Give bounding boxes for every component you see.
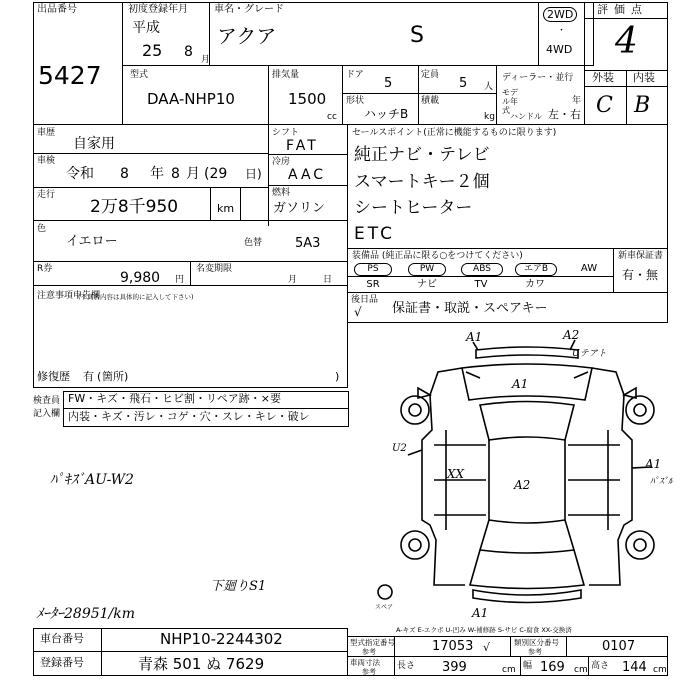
year-unit: 年	[572, 96, 582, 106]
drive-2wd: 2WD	[543, 7, 577, 22]
drive-4wd: 4WD	[546, 43, 573, 56]
equipment-label: 装備品 (純正品に限る○をつけてください)	[352, 251, 523, 261]
repair-label: 修復歴	[37, 370, 70, 383]
dims-ref: 参考	[362, 668, 376, 676]
accessories-mark: √	[354, 305, 362, 319]
mark-front-left: A1	[466, 330, 483, 344]
under-note: 下廻りS1	[210, 579, 267, 594]
warranty: 有・無	[622, 268, 659, 282]
inspection-label: 車検	[37, 156, 56, 166]
inspection-era: 令和	[66, 166, 94, 182]
repair-value: 有	[83, 370, 94, 383]
mark-right-side: A1	[645, 457, 662, 471]
model: DAA-NHP10	[147, 90, 235, 108]
load-label: 積載	[421, 96, 440, 106]
dims-label: 車両寸法	[350, 658, 380, 667]
car-name: アクア	[217, 24, 277, 48]
color-label: 色	[37, 224, 47, 234]
repair-unit: 箇所)	[102, 370, 129, 383]
length-unit: cm	[502, 665, 516, 675]
cc-unit: cc	[327, 112, 337, 122]
sales-point-4: ETC	[354, 224, 395, 244]
handwritten-note: ﾊﾟｷｽﾞAU-W2	[50, 472, 134, 488]
reg-year: 25	[142, 41, 163, 60]
interior-label: 内装	[633, 71, 655, 84]
yen-unit: 円	[175, 275, 185, 285]
model-designation-ref: 参考	[362, 648, 376, 656]
fuel: ガソリン	[273, 201, 326, 216]
equip-tv: TV	[474, 279, 488, 290]
use: 自家用	[73, 136, 115, 152]
inspector-label-1: 検査員	[33, 396, 61, 406]
inspector-label-2: 記入欄	[33, 409, 61, 419]
mark-front-right: A2	[563, 328, 580, 342]
use-label: 車歴	[37, 128, 56, 138]
model-label: 型式	[130, 70, 149, 80]
ac: AAC	[288, 167, 327, 183]
deadline-day-unit: 日	[323, 275, 333, 285]
width-label: 幅	[523, 661, 533, 671]
category-label: 類別区分番号	[514, 638, 559, 647]
color-code: 5A3	[295, 236, 321, 251]
ac-label: 冷房	[272, 157, 291, 167]
equip-abs: ABS	[461, 263, 503, 276]
diagram-legend: A-キズ E-エクボ U-凹み W-補修跡 S-サビ C-腐食 XX-交換済	[396, 626, 572, 634]
model-year-label: モデル年式	[502, 88, 518, 115]
grade: S	[410, 23, 424, 48]
score-label: 評価点	[597, 3, 648, 16]
model-designation: 17053	[432, 639, 474, 654]
name-label: 車名・グレード	[214, 4, 284, 15]
reg-month-unit: 月	[201, 55, 211, 65]
handle-value: 左・右	[548, 108, 581, 121]
check-mark: √	[483, 641, 491, 654]
km-unit: km	[217, 202, 235, 215]
width: 169	[540, 660, 565, 675]
accessories-items: 保証書・取説・スペアキー	[392, 301, 548, 316]
lot-number: 5427	[38, 61, 102, 90]
displacement: 1500	[288, 90, 327, 108]
chassis-label: 車台番号	[40, 632, 84, 645]
length-label: 長さ	[397, 661, 416, 671]
doors: 5	[384, 76, 393, 91]
mark-roof: A2	[514, 478, 531, 492]
shape-label: 形状	[346, 96, 365, 106]
shift-label: シフト	[272, 128, 300, 138]
equip-aw: AW	[580, 263, 598, 274]
height-unit: cm	[653, 665, 667, 675]
spare-label: スペア	[375, 604, 394, 611]
repair-close: )	[335, 370, 340, 383]
capacity-label: 定員	[421, 70, 440, 80]
plate-label: 登録番号	[40, 656, 84, 669]
dealer-label: ディーラー・並行	[502, 73, 574, 83]
shape: ハッチB	[364, 107, 409, 121]
notes-label: 注意事項申告欄	[37, 291, 101, 301]
color: イエロー	[66, 234, 118, 249]
repair-open: (	[97, 370, 102, 383]
inspection-month-unit: 月	[186, 166, 200, 182]
equip-ps: PS	[354, 263, 392, 276]
score-value: 4	[615, 21, 638, 62]
width-unit: cm	[574, 665, 588, 675]
equip-airbag: エアB	[515, 263, 557, 276]
shift: FAT	[286, 138, 319, 154]
category-ref: 参考	[528, 648, 542, 656]
sales-points-label: セールスポイント(正常に機能するものに限ります)	[352, 128, 557, 138]
sales-point-2: スマートキー２個	[354, 172, 490, 192]
chassis-number: NHP10-2244302	[160, 630, 283, 648]
handle-label: ハンドル	[510, 112, 542, 121]
category: 0107	[602, 639, 636, 654]
mileage-label: 走行	[37, 190, 56, 200]
displacement-label: 排気量	[272, 70, 300, 80]
notes-sub: (不具合内容は具体的に記入して下さい)	[78, 293, 194, 301]
door-label: ドア	[346, 70, 364, 80]
recycle: 9,980	[120, 270, 161, 286]
height: 144	[622, 660, 647, 675]
accessories-label: 後日品	[351, 295, 379, 305]
inspection-year: 8	[120, 166, 129, 182]
equip-navi: ナビ	[417, 279, 437, 290]
model-designation-label: 型式指定番号	[350, 638, 395, 647]
lot-label: 出品番号	[37, 4, 77, 15]
interior-grade: B	[634, 93, 651, 118]
warranty-label: 新車保証書	[618, 251, 664, 261]
mark-front-dent: Uテアト	[572, 349, 607, 359]
deadline-month-unit: 月	[288, 275, 298, 285]
mark-hood: A1	[512, 377, 529, 391]
plate-number: 青森 501 ぬ 7629	[138, 655, 265, 673]
inspector-row-1: FW・キズ・飛石・ヒビ割・リペア跡・×要	[68, 392, 281, 405]
drive-dot: ・	[557, 26, 567, 36]
inspection-year-unit: 年	[150, 166, 164, 182]
mark-right-side-note: ﾊﾟｽﾞﾙ	[650, 477, 673, 487]
color-change-label: 色替	[244, 238, 263, 248]
odometer-note: ﾒｰﾀｰ28951/km	[36, 606, 136, 622]
equip-sr: SR	[366, 279, 380, 290]
length: 399	[442, 660, 467, 675]
inspector-row-2: 内装・キズ・汚レ・コゲ・穴・スレ・キレ・破レ	[68, 410, 310, 423]
sales-point-1: 純正ナビ・テレビ	[354, 145, 490, 165]
reg-label: 初度登録年月	[128, 4, 188, 15]
exterior-grade: C	[596, 93, 613, 118]
reg-month: 8	[184, 44, 193, 60]
mark-left-door: U2	[392, 443, 407, 454]
person-unit: 人	[484, 82, 494, 92]
inspection-day: (29	[204, 166, 228, 182]
fuel-label: 燃料	[272, 188, 291, 198]
mark-rear: A1	[472, 606, 489, 620]
equip-leather: カワ	[525, 279, 545, 290]
kg-unit: kg	[484, 112, 495, 122]
capacity: 5	[459, 76, 468, 91]
inspection-month: 8	[171, 166, 180, 182]
reg-era: 平成	[132, 20, 160, 36]
sales-point-3: シートヒーター	[354, 198, 473, 218]
mileage: 2万8千950	[90, 197, 179, 217]
exterior-label: 外装	[592, 71, 614, 84]
height-label: 高さ	[591, 661, 610, 671]
inspection-day-unit: 日)	[245, 167, 262, 181]
recycle-label: R券	[37, 264, 53, 274]
mark-left-rear: XX	[447, 467, 465, 481]
deadline-label: 名変期限	[196, 264, 233, 274]
equip-pw: PW	[408, 263, 446, 276]
